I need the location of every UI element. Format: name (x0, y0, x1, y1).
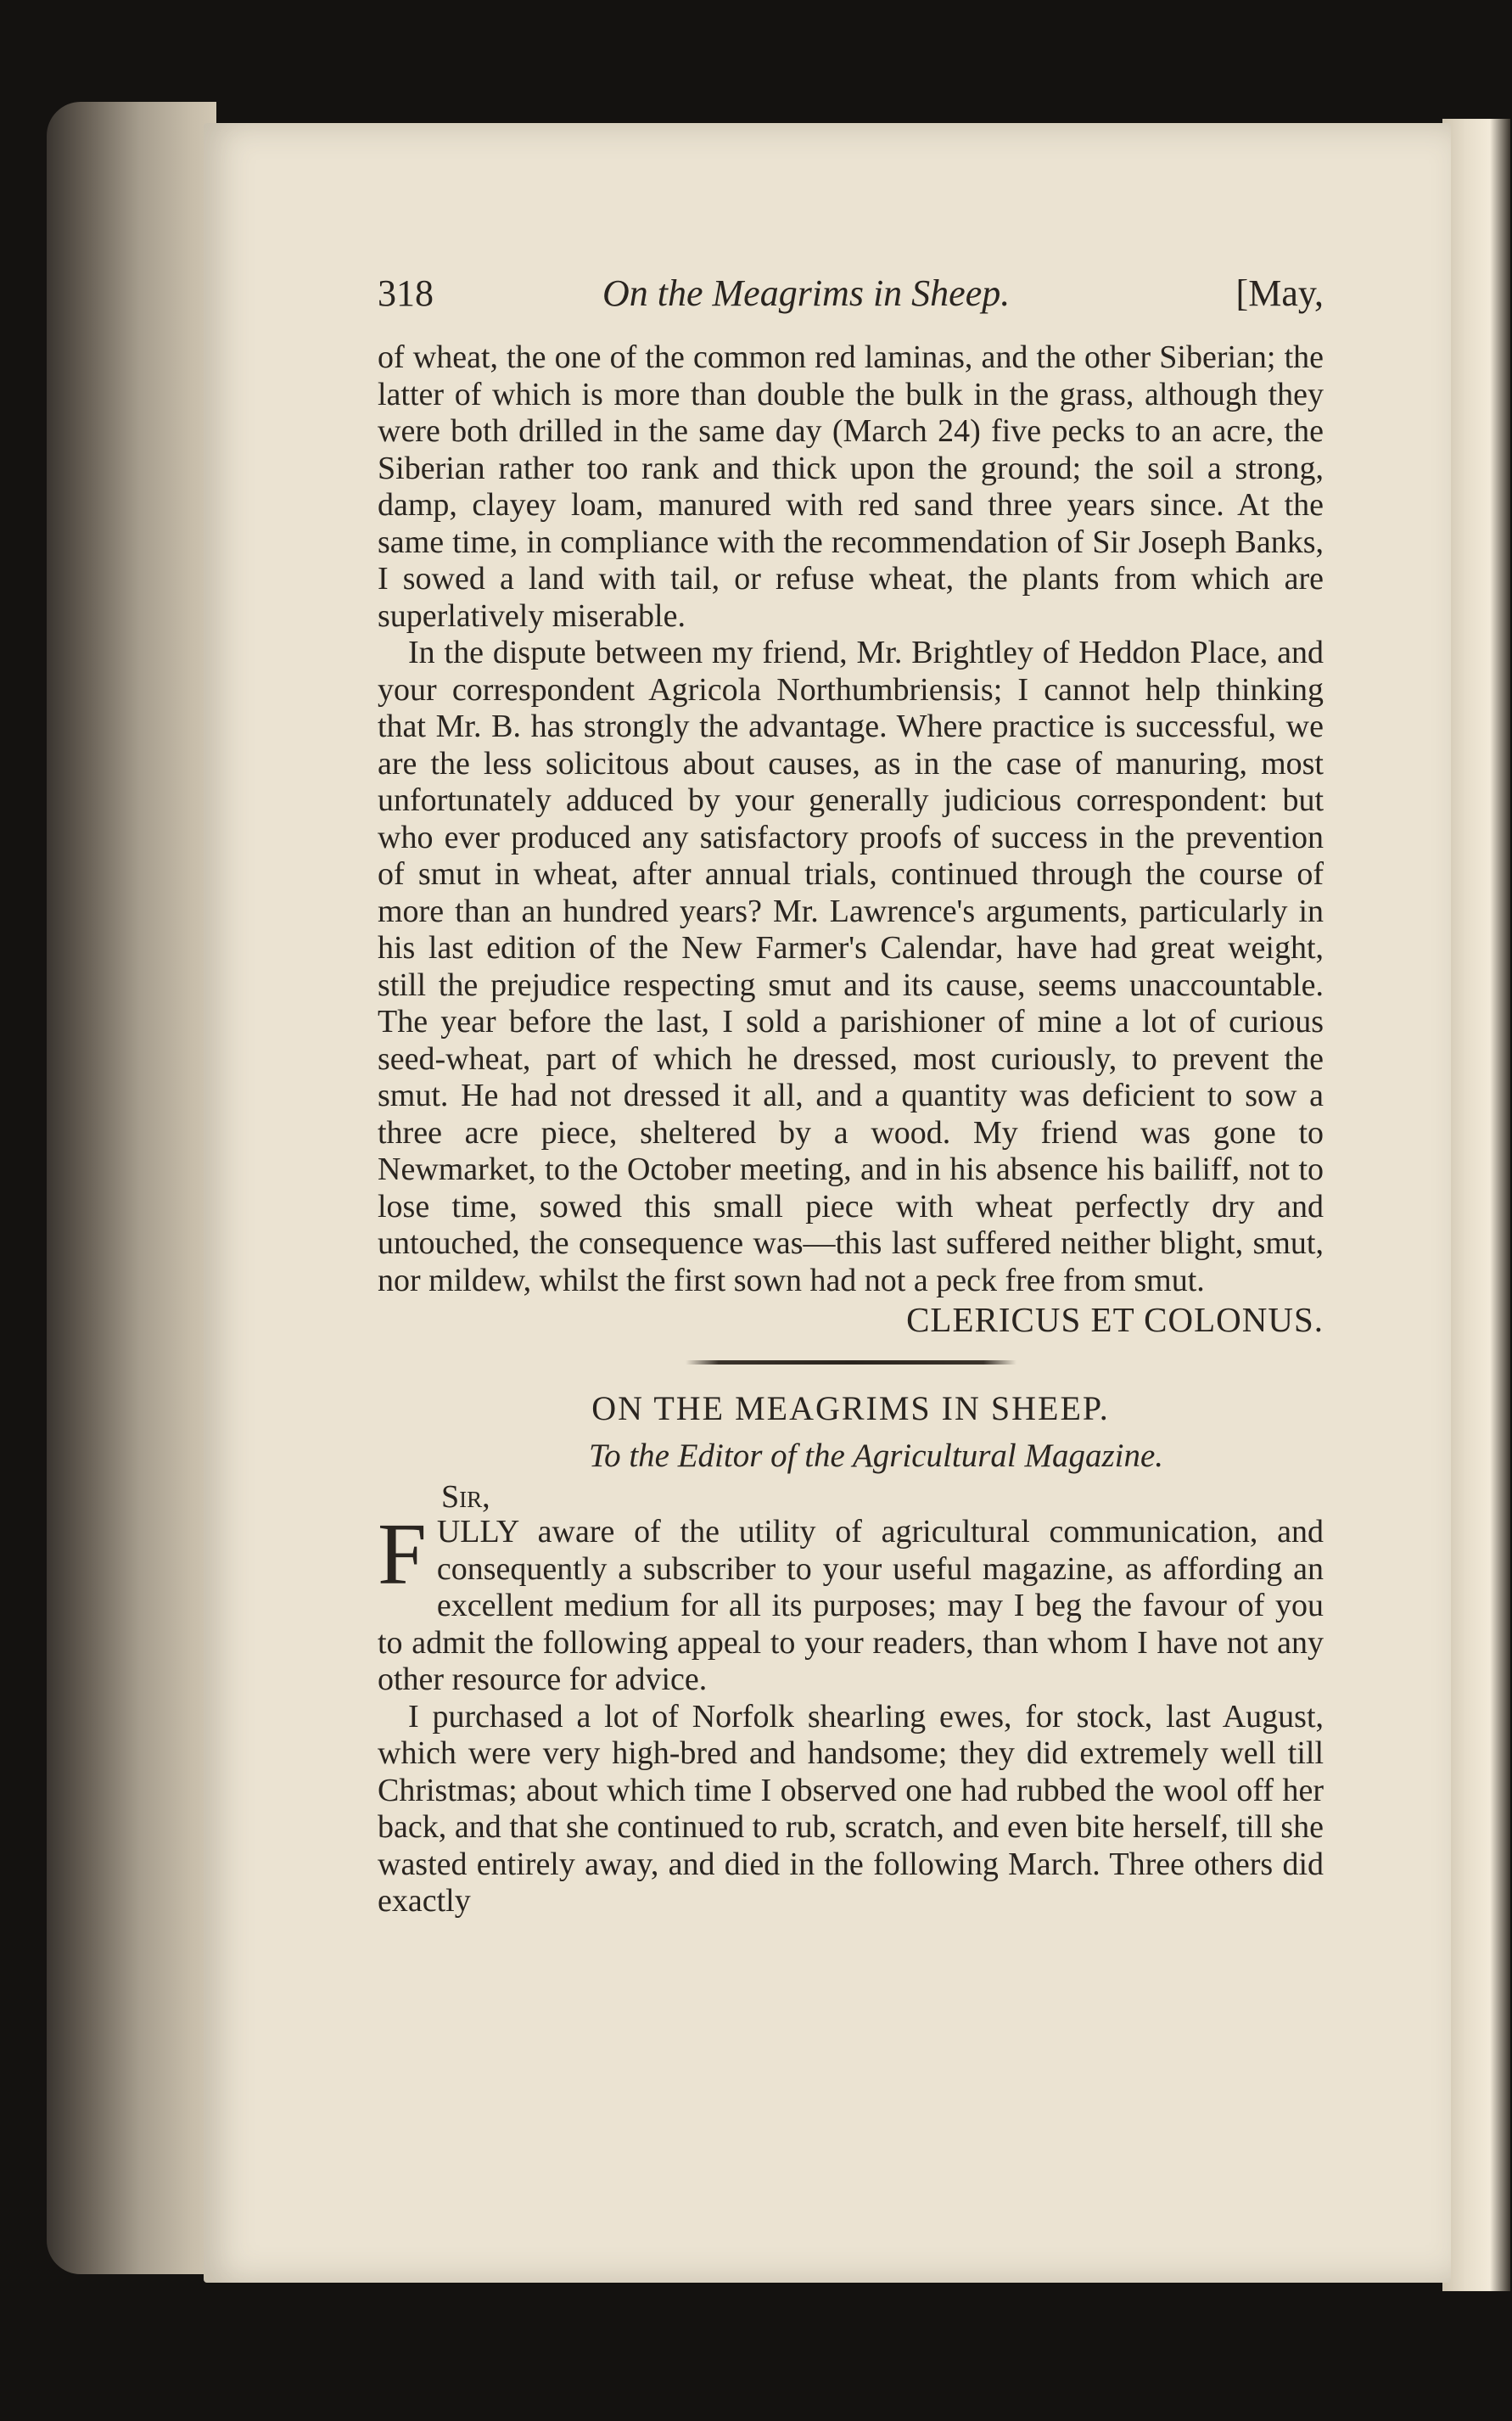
facing-page-edge (1442, 119, 1510, 2291)
book-page-edges (47, 102, 216, 2274)
page-content (378, 272, 1324, 1920)
paragraph-text: ULLY aware of the utility of agricultural communication, and consequently a subscriber to your useful magazine, as affording an excellent medium for all its purposes; may I beg the favour of you to admit the following appeal to your readers, than whom I have not any other resource for advice. (378, 1514, 1324, 1697)
paragraph: I purchased a lot of Norfolk shearling ewes, for stock, last August, which were very high-bred and handsome; they did extremely well till Christmas; about which time I observed one had rubbed the wool off her back, and that she continued to rub, scratch, and even bite herself, till she wasted entirely away, and died in the following March. Three others did exactly (378, 1698, 1324, 1919)
running-month: [May, (1235, 272, 1324, 314)
letter-2 (378, 1388, 1324, 1920)
salutation: Sir, (441, 1479, 490, 1515)
paragraph: of wheat, the one of the common red laminas, and the other Siberian; the latter of which is more than double the bulk in the grass, although they were both drilled in the same day (March 24) five pecks to an acre, the Siberian rather too rank and thick upon the ground; the soil a strong, damp, clayey loam, manured with red sand three years since. At the same time, in compliance with the recommendation of Sir Joseph Banks, I sowed a land with tail, or refuse wheat, the plants from which are superlatively miserable. (378, 339, 1324, 634)
addressee-line: To the Editor of the Agricultural Magazine. (588, 1437, 1164, 1474)
running-head (378, 272, 1324, 339)
signature: CLERICUS ET COLONUS. (906, 1300, 1324, 1339)
drop-cap: F (378, 1505, 427, 1603)
running-title: On the Meagrims in Sheep. (602, 272, 1011, 314)
paragraph (378, 1505, 1324, 1699)
article-title: ON THE MEAGRIMS IN SHEEP. (591, 1389, 1110, 1427)
paragraph: In the dispute between my friend, Mr. Brightley of Heddon Place, and your correspondent Agricola Northumbriensis; I cannot help thinking that Mr. B. has strongly the advantage. Where practice is successful, we are the less solicitous about causes, as in the case of manuring, most unfortunately adduced by your generally judicious correspondent: but who ever produced any satisfactory proofs of success in the prevention of smut in wheat, after annual trials, continued through the course of more than an hundred years? Mr. Lawrence's arguments, particularly in his last edition of the New Farmer's Calendar, have had great weight, still the prejudice respecting smut and its cause, seems unaccountable. The year before the last, I sold a parishioner of mine a lot of curious seed-wheat, part of which he dressed, most curiously, to prevent the smut. He had not dressed it all, and a quantity was deficient to sow a three acre piece, sheltered by a wood. My friend was gone to Newmarket, to the October meeting, and in his absence his bailiff, not to lose time, sowed this small piece with wheat perfectly dry and untouched, the consequence was—this last suffered neither blight, smut, nor mildew, whilst the first sown had not a peck free from smut. (378, 635, 1324, 1298)
section-divider (686, 1360, 1016, 1365)
page-number: 318 (378, 272, 434, 314)
letter-1 (378, 339, 1324, 1340)
